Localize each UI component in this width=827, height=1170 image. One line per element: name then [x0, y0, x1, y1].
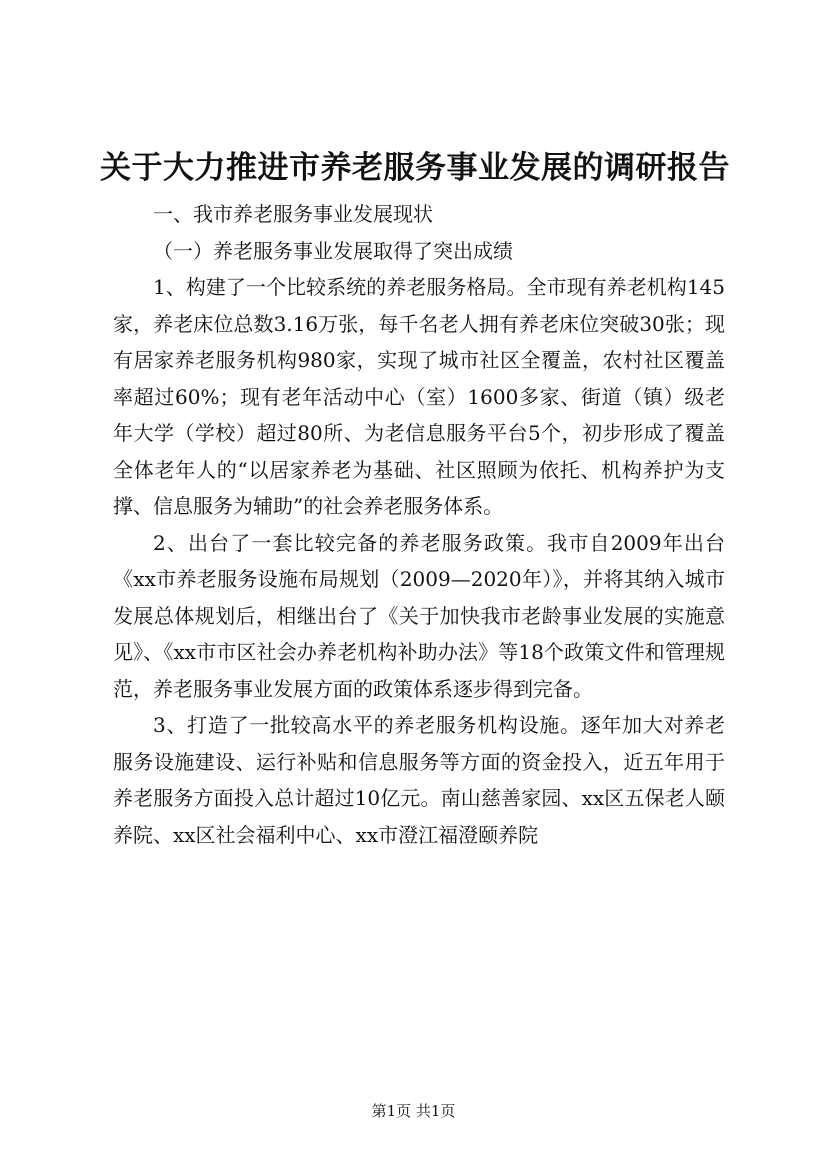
page-number-footer: 第1页 共1页: [371, 1102, 456, 1120]
paragraph-2: 2、出台了一套比较完备的养老服务政策。我市自2009年出台《xx市养老服务设施布局规划（2009—2020年）》，并将其纳入城市发展总体规划后，相继出台了《关于加快我市老龄事业发展的实施意见》、《xx市市区社会办养老机构补助办法》等18个政策文件和管理规范，养老服务事业发展方面的政策体系逐步得到完备。: [113, 530, 725, 701]
document-title: 关于大力推进市养老服务事业发展的调研报告: [100, 150, 730, 186]
paragraph-3: 3、打造了一批较高水平的养老服务机构设施。逐年加大对养老服务设施建设、运行补贴和信息服务等方面的资金投入，近五年用于养老服务方面投入总计超过10亿元。南山慈善家园、xx区五保老人颐养院、xx区社会福利中心、xx市澄江福澄颐养院: [113, 713, 725, 847]
section-heading: 一、我市养老服务事业发展现状: [153, 202, 433, 226]
document-body: [113, 196, 725, 853]
subsection-heading: （一）养老服务事业发展取得了突出成绩: [153, 238, 513, 263]
paragraph-1: 1、构建了一个比较系统的养老服务格局。全市现有养老机构145家，养老床位总数3.16万张，每千名老人拥有养老床位突破30张；现有居家养老服务机构980家，实现了城市社区全覆盖，农村社区覆盖率超过60%；现有老年活动中心（室）1600多家、街道（镇）级老年大学（学校）超过80所、为老信息服务平台5个，初步形成了覆盖全体老年人的“以居家养老为基础、社区照顾为依托、机构养护为支撑、信息服务为辅助”的社会养老服务体系。: [113, 275, 725, 518]
